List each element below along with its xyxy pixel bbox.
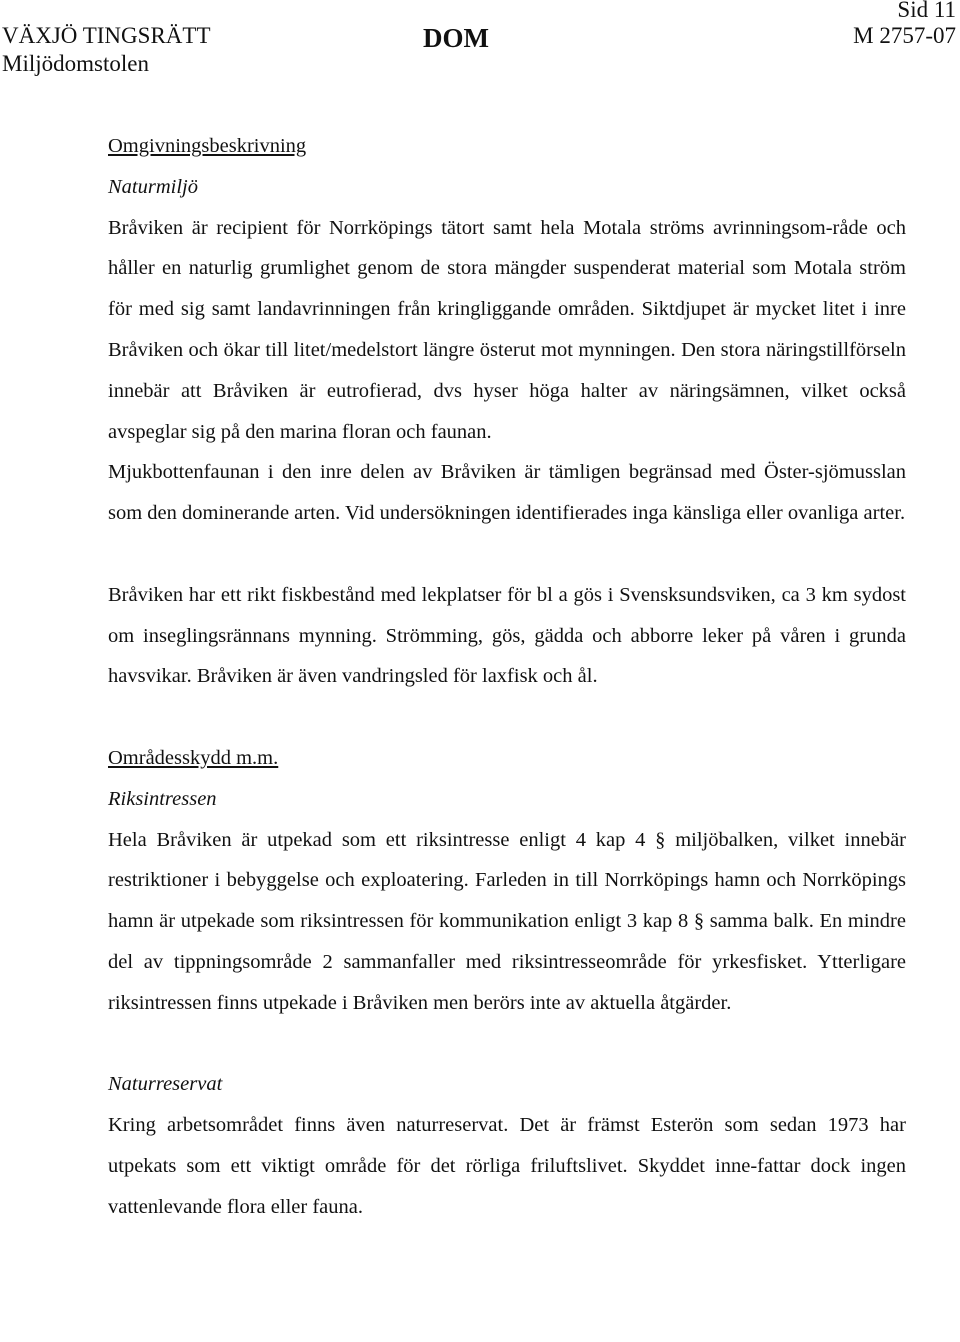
court-name: VÄXJÖ TINGSRÄTT	[2, 23, 211, 48]
subheading-riksintressen: Riksintressen	[108, 787, 217, 810]
paragraph-spacer	[108, 697, 906, 738]
paragraph-spacer	[108, 1024, 906, 1065]
section-heading-omgivning: Omgivningsbeskrivning	[108, 135, 307, 157]
subheading-naturmiljo: Naturmiljö	[108, 175, 198, 198]
paragraph-riksintressen: Hela Bråviken är utpekad som ett riksintresse enligt 4 kap 4 § miljöbalken, vilket innebär restriktioner i bebyggelse och exploatering. Farleden in till Norrköpings hamn och Norrköpings hamn är utpekade som riksintressen för kommunikation enligt 3 kap 8 § samma balk. En mindre del av tippningsområde 2 sammanfaller med riksintresseområde för yrkesfisket. Ytterligare riksintressen finns utpekade i Bråviken men berörs inte av aktuella åtgärder.	[108, 828, 906, 1014]
paragraph-naturreservat: Kring arbetsområdet finns även naturreservat. Det är främst Esterön som sedan 1973 har utpekats som ett viktigt område för det rörliga friluftslivet. Skyddet inne-fattar dock ingen vattenlevande flora eller fauna.	[108, 1114, 906, 1218]
paragraph-naturmiljo-1: Bråviken är recipient för Norrköpings tätort samt hela Motala ströms avrinningsom-råde och håller en naturlig grumlighet genom de stora mängder suspenderat material som Motala ström för med sig samt landavrinningen från kringliggande områden. Siktdjupet är mycket litet i inre Bråviken och ökar till litet/medelstort längre österut mot mynningen. Den stora näringstillförseln innebär att Bråviken är eutrofierad, dvs hyser höga halter av näringsämnen, vilket också avspeglar sig på den marina floran och faunan.	[108, 216, 906, 443]
page-number: Sid 11	[897, 0, 956, 22]
case-number: M 2757-07	[853, 23, 956, 48]
document-type: DOM	[423, 23, 489, 53]
document-header	[0, 0, 960, 80]
department-name: Miljödomstolen	[2, 51, 149, 76]
paragraph-spacer	[108, 534, 906, 575]
subheading-naturreservat: Naturreservat	[108, 1073, 223, 1096]
document-body	[108, 126, 906, 1228]
paragraph-naturmiljo-3: Bråviken har ett rikt fiskbestånd med lekplatser för bl a gös i Svensksundsviken, ca 3 km sydost om inseglingsrännans mynning. Strömming, gös, gädda och abborre leker på våren i grunda havsvikar. Bråviken är även vandringsled för laxfisk och ål.	[108, 583, 906, 688]
paragraph-naturmiljo-2: Mjukbottenfaunan i den inre delen av Bråviken är tämligen begränsad med Öster-sjömusslan som den dominerande arten. Vid undersökningen identifierades inga känsliga eller ovanliga arter.	[108, 461, 906, 525]
section-heading-omradesskydd: Områdesskydd m.m.	[108, 746, 279, 769]
